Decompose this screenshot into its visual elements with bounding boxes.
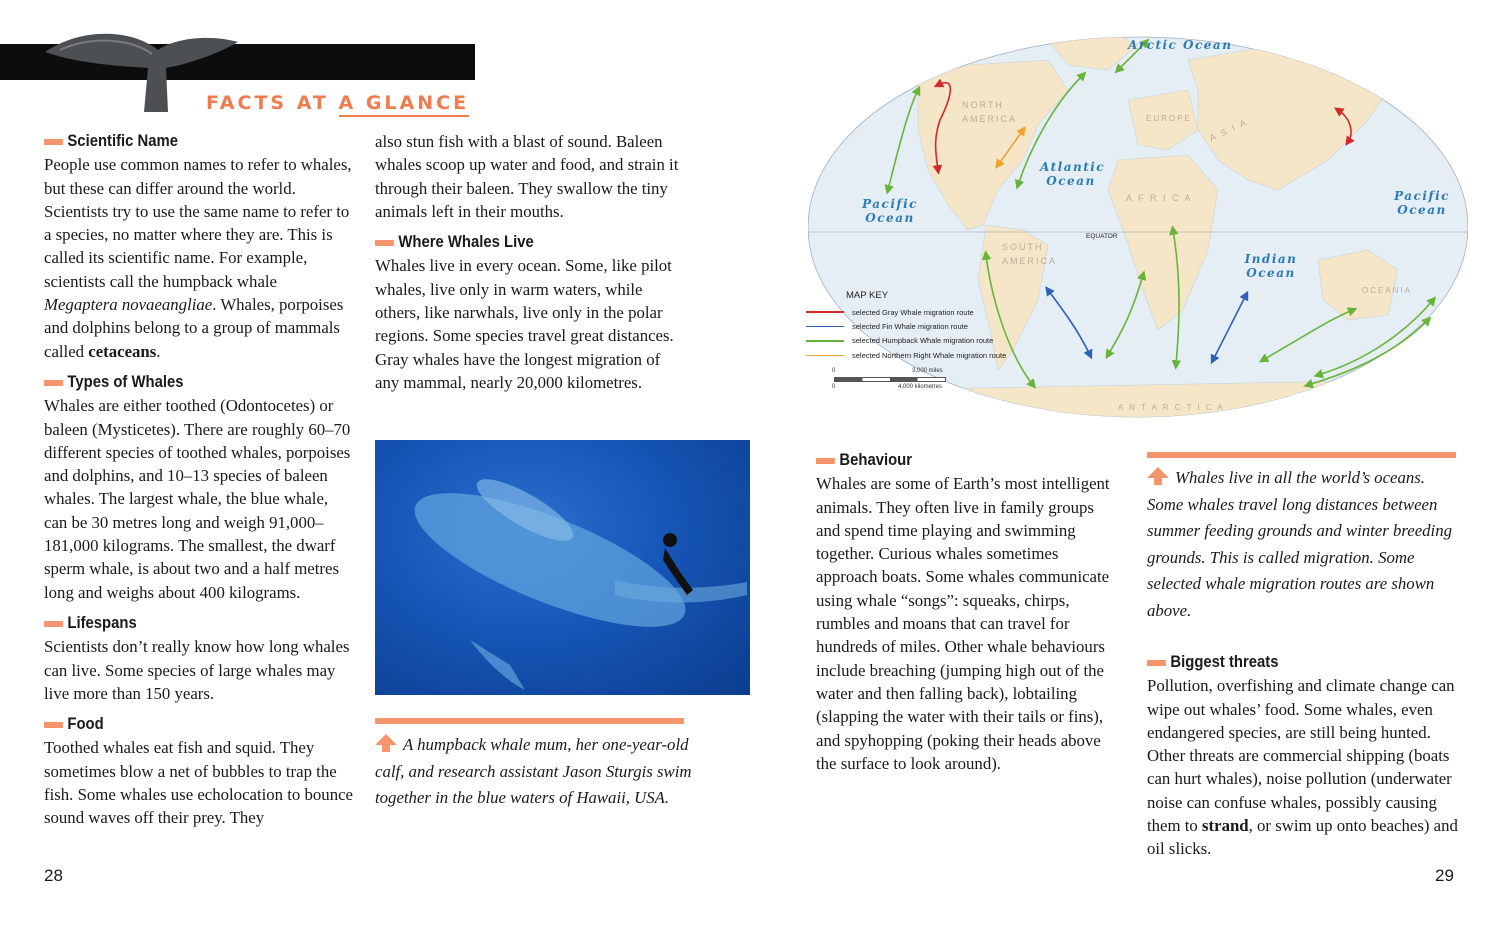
- label-pacific-ocean-left: Pacific Ocean: [862, 197, 918, 225]
- scale-bar: [834, 377, 946, 382]
- label-atlantic-ocean: Atlantic Ocean: [1040, 160, 1106, 188]
- section-body: People use common names to refer to whales, but these can differ around the world. Scientists try to use the same name to refer to a species, no matter where they are. This is called its scientific name. For example, scientists call the humpback whale Megaptera novaeangliae. Whales, porpoises and dolphins belong to a group of mammals called cetaceans.: [44, 155, 352, 361]
- section-types-of-whales: [44, 371, 354, 604]
- map-scale: 0 3,000 miles 0 4,000 kilometres: [832, 368, 947, 392]
- label-antarctica: A N T A R C T I C A: [1118, 403, 1225, 412]
- orange-dash: [816, 458, 835, 464]
- label-pacific-ocean-right: Pacific Ocean: [1394, 189, 1450, 217]
- key-item-fin: selected Fin Whale migration route: [806, 319, 1006, 333]
- label-africa: A F R I C A: [1126, 193, 1193, 203]
- blue-line-icon: [806, 326, 844, 328]
- section-body: Whales live in every ocean. Some, like pilot whales, live only in warm waters, while others, like narwhals, live only in the polar regions. Some species travel great distances. Gray whales have the longest migration of any mammal, nearly 20,000 kilometres.: [375, 256, 674, 392]
- map-key-title: MAP KEY: [846, 290, 889, 301]
- orange-line-icon: [806, 355, 844, 357]
- section-body: Toothed whales eat fish and squid. They sometimes blow a net of bubbles to trap the fish. Some whales use echolocation to bounce sound waves off their prey. They: [44, 738, 353, 828]
- key-item-right-whale: selected Northern Right Whale migration route: [806, 348, 1006, 362]
- key-item-gray: selected Gray Whale migration route: [806, 305, 1006, 319]
- orange-dash: [44, 621, 63, 627]
- caption-rule: [1147, 452, 1456, 458]
- map-caption: Whales live in all the world’s oceans. Some whales travel long distances between summer feeding grounds and winter breeding grounds. This is called migration. Some selected whale migration routes are shown above.: [1147, 468, 1452, 620]
- title-part1: FACTS AT: [206, 92, 339, 114]
- orange-dash: [44, 139, 63, 145]
- red-line-icon: [806, 311, 844, 313]
- section-heading: Lifespans: [67, 613, 137, 632]
- humpback-whale-photo: [375, 440, 750, 695]
- label-europe: EUROPE: [1146, 114, 1192, 123]
- label-indian-ocean: Indian Ocean: [1244, 252, 1298, 280]
- food-continuation: also stun fish with a blast of sound. Baleen whales scoop up water and food, and strain it through their baleen. They swallow the tiny animals left in their mouths.: [375, 132, 679, 221]
- key-item-humpback: selected Humpback Whale migration route: [806, 334, 1006, 348]
- section-lifespans: [44, 612, 354, 705]
- orange-dash: [375, 240, 394, 246]
- threats-section: [1147, 651, 1462, 861]
- section-heading: Biggest threats: [1147, 651, 1431, 674]
- up-arrow-icon: [1147, 467, 1169, 485]
- page-number-right: 29: [1435, 866, 1454, 885]
- up-arrow-icon: [375, 734, 397, 752]
- section-body: Scientists don’t really know how long whales can live. Some species of large whales may live more than 150 years.: [44, 637, 350, 703]
- green-line-icon: [806, 340, 844, 342]
- orange-dash: [44, 722, 63, 728]
- world-migration-map: [808, 30, 1468, 425]
- map-key: [846, 290, 1006, 363]
- label-north-america: NORTH AMERICA: [962, 100, 1018, 124]
- section-heading: Types of Whales: [67, 372, 184, 391]
- label-south-america: SOUTH AMERICA: [1002, 242, 1058, 266]
- section-scientific-name: [44, 130, 354, 363]
- label-asia: A S I A: [1207, 116, 1250, 144]
- section-body: Whales are some of Earth’s most intelligent animals. They often live in family groups and spend time playing and swimming together. Curious whales sometimes approach boats. Some whales communicate using whale “songs”: squeaks, chirps, rumbles and moans that can travel for hundreds of miles. Other whale behaviours include breaching (jumping high out of the water and then falling back), lobtailing (slapping the water with their tails or fins), and spyhopping (poking their heads above the surface to look around).: [816, 474, 1110, 773]
- facts-at-a-glance-title: [206, 92, 469, 114]
- page-number-left: 28: [44, 866, 63, 885]
- label-equator: EQUATOR: [1086, 233, 1118, 240]
- label-oceania: OCEANIA: [1362, 286, 1413, 295]
- title-part2: A GLANCE: [339, 92, 470, 117]
- section-heading: Behaviour: [816, 449, 1091, 472]
- label-arctic-ocean: Arctic Ocean: [1128, 38, 1233, 52]
- section-body: Pollution, overfishing and climate change can wipe out whales’ food. Some whales, even endangered species, are still being hunted. Other threats are commercial shipping (boats can hurt whales), noise pollution (underwater noise can confuse whales, possibly causing them to strand, or swim up onto beaches) and oil slicks.: [1147, 676, 1458, 859]
- section-food: [44, 713, 354, 829]
- section-heading: Scientific Name: [67, 132, 179, 150]
- middle-column: [375, 130, 687, 394]
- photo-caption: A humpback whale mum, her one-year-old calf, and research assistant Jason Sturgis swim together in the blue waters of Hawaii, USA.: [375, 735, 692, 807]
- orange-dash: [1147, 660, 1166, 666]
- section-heading: Food: [67, 715, 104, 734]
- section-heading: Where Whales Live: [375, 231, 656, 254]
- section-body: Whales are either toothed (Odontocetes) or baleen (Mysticetes). There are roughly 60–70 different species of toothed whales, porpoises and dolphins, and 10–13 species of baleen whales. The largest whale, the blue whale, can be 30 metres long and weigh 91,000–181,000 kilograms. The smallest, the dwarf sperm whale, is about two and a half metres long and weighs about 400 kilograms.: [44, 396, 351, 602]
- behaviour-section: [816, 449, 1121, 775]
- left-column: [44, 130, 354, 838]
- orange-dash: [44, 380, 63, 386]
- whale-illustration: [375, 440, 750, 695]
- caption-rule: [375, 718, 684, 724]
